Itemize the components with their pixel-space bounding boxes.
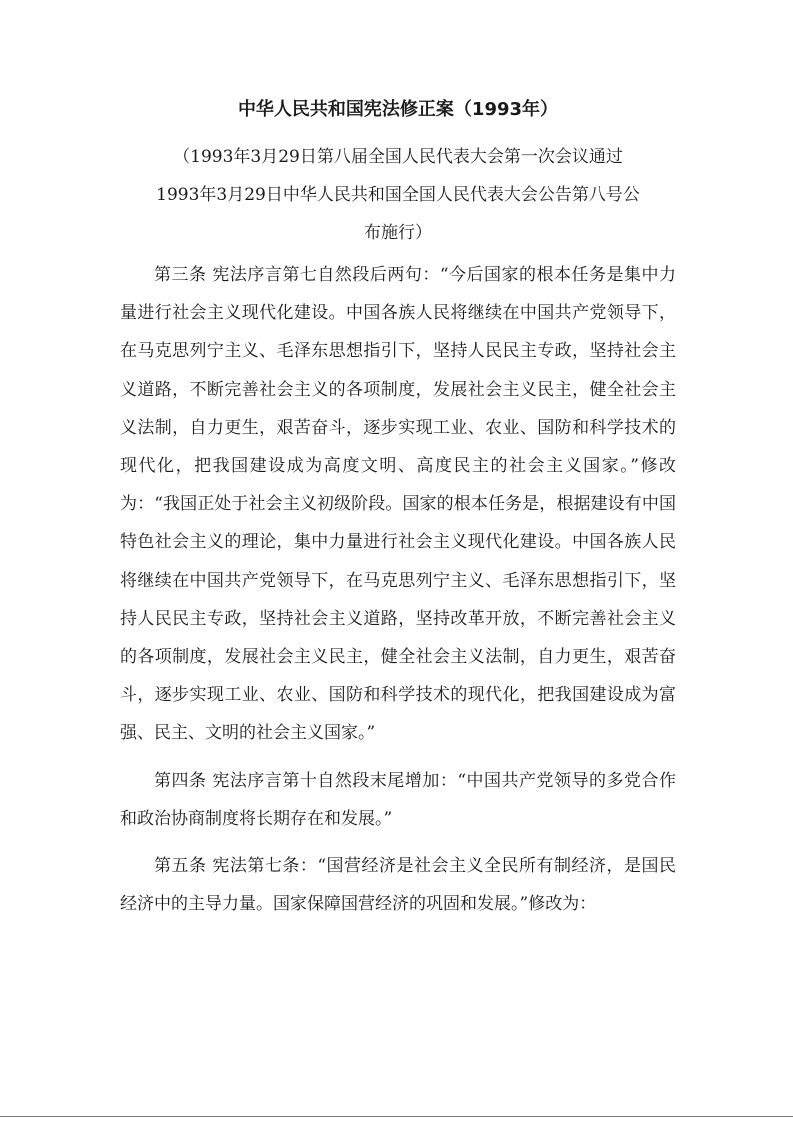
page-bottom-rule [0, 1116, 793, 1117]
document-title: 中华人民共和国宪法修正案（1993年） [237, 99, 559, 120]
document-body [120, 256, 676, 932]
article-paragraph-5: 第五条 宪法第七条：“国营经济是社会主义全民所有制经济，是国民经济中的主导力量。国家保障国营经济的巩固和发展。”修改为： [120, 856, 676, 915]
adoption-note-line: 1993年3月29日中华人民共和国全国人民代表大会公告第八号公 [156, 185, 640, 205]
adoption-note [120, 138, 676, 252]
article-paragraph-3: 第三条 宪法序言第七自然段后两句：“今后国家的根本任务是集中力量进行社会主义现代化建设。中国各族人民将继续在中国共产党领导下，在马克思列宁主义、毛泽东思想指引下，坚持人民民主专政，坚持社会主义道路，不断完善社会主义的各项制度，发展社会主义民主，健全社会主义法制，自力更生，艰苦奋斗，逐步实现工业、农业、国防和科学技术的现代化，把我国建设成为高度文明、高度民主的社会主义国家。”修改为：“我国正处于社会主义初级阶段。国家的根本任务是，根据建设有中国特色社会主义的理论，集中力量进行社会主义现代化建设。中国各族人民将继续在中国共产党领导下，在马克思列宁主义、毛泽东思想指引下，坚持人民民主专政，坚持社会主义道路，坚持改革开放，不断完善社会主义的各项制度，发展社会主义民主，健全社会主义法制，自力更生，艰苦奋斗，逐步实现工业、农业、国防和科学技术的现代化，把我国建设成为富强、民主、文明的社会主义国家。” [120, 265, 676, 744]
adoption-note-line: 布施行） [364, 223, 432, 243]
article-paragraph-4: 第四条 宪法序言第十自然段末尾增加：“中国共产党领导的多党合作和政治协商制度将长期存在和发展。” [120, 770, 676, 829]
adoption-note-line: （1993年3月29日第八届全国人民代表大会第一次会议通过 [173, 147, 623, 167]
